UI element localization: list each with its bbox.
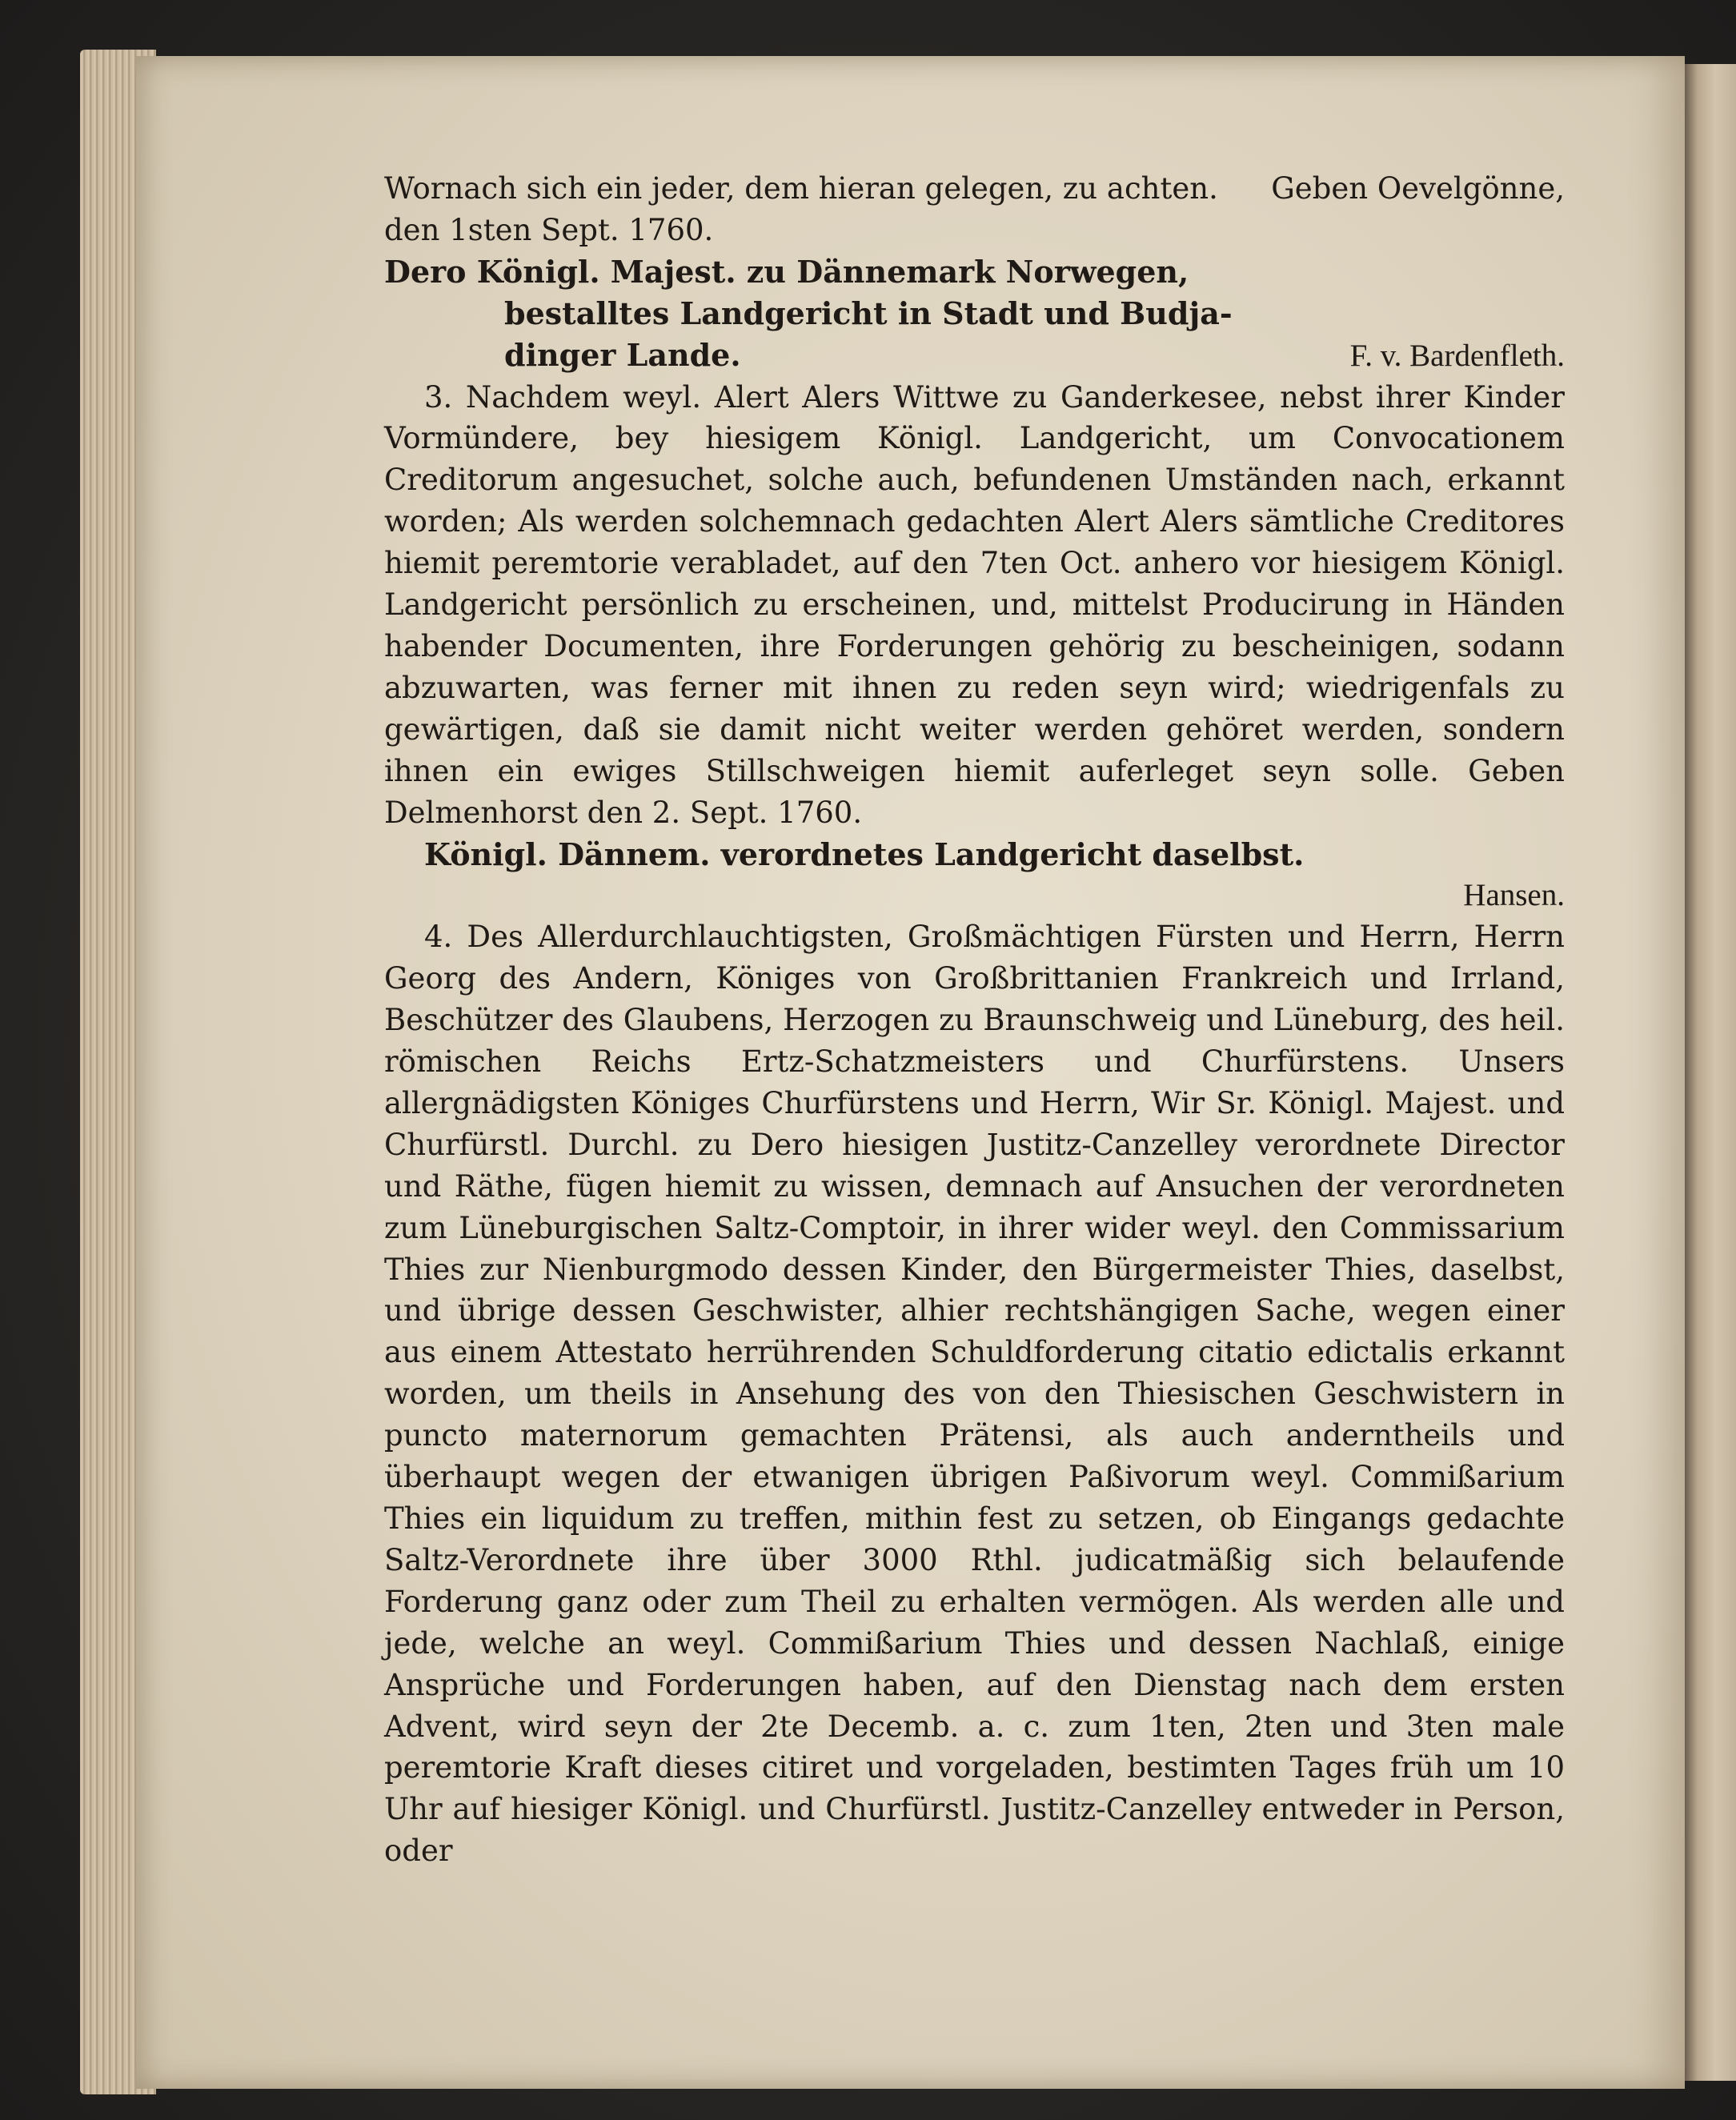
closing-line: Wornach sich ein jeder, dem hieran gelegen, zu achten.	[384, 171, 1218, 206]
notice3-signature: Hansen.	[1463, 878, 1565, 913]
notice3-authority: Königl. Dännem. verordnetes Landgericht daselbst.	[424, 836, 1305, 872]
notice4-paragraph: 4. Des Allerdurchlauchtigsten, Großmächtigen Fürsten und Herrn, Herrn Georg des Andern, Königes von Großbrittanien Frankreich und Irrland, Beschützer des Glaubens, Herzogen zu Braunschweig und Lüneburg, des heil. römischen Reichs Ertz-Schatzmeisters und Churfürstens. Unsers allergnädigsten Königes Churfürstens und Herrn, Wir Sr. Königl. Majest. und Churfürstl. Durchl. zu Dero hiesigen Justitz-Canzelley verordnete Director und Räthe, fügen hiemit zu wissen, demnach auf Ansuchen der verordneten zum Lüneburgischen Saltz-Comptoir, in ihrer wider weyl. den Commissarium Thies zur Nienburgmodo dessen Kinder, den Bürgermeister Thies, daselbst, und übrige dessen Geschwister, alhier rechtshängigen Sache, wegen einer aus einem Attestato herrührenden Schuldforderung citatio edictalis erkannt worden, um theils in Ansehung des von den Thiesischen Geschwistern in puncto maternorum gemachten Prätensi, als auch anderntheils und überhaupt wegen der etwanigen übrigen Paßivorum weyl. Commißarium Thies ein liquidum zu treffen, mithin fest zu setzen, ob Eingangs gedachte Saltz-Verordnete ihre über 3000 Rthl. judicatmäßig sich belaufende Forderung ganz oder zum Theil zu erhalten vermögen. Als werden alle und jede, welche an weyl. Commißarium Thies und dessen Nachlaß, einige Ansprüche und Forderungen haben, auf den Dienstag nach dem ersten Advent, wird seyn der 2te Decemb. a. c. zum 1ten, 2ten und 3ten male peremtorie Kraft dieses citiret und vorgeladen, bestimten Tages früh um 10 Uhr auf hiesiger Königl. und Churfürstl. Justitz-Canzelley entweder in Person, oder	[384, 920, 1565, 1869]
notice2-signature: F. v. Bardenfleth.	[1349, 338, 1565, 373]
page-text	[384, 168, 1565, 1872]
authority-line-1: Dero Königl. Majest. zu Dännemark Norwegen,	[384, 253, 1189, 290]
next-page-edge	[1685, 64, 1736, 2081]
given-place: Geben Oevelgönne,	[1271, 171, 1565, 206]
authority-line-3: dinger Lande.	[504, 336, 741, 373]
closing-line-row	[384, 168, 1565, 210]
authority-line-3-row	[384, 335, 1565, 377]
notice3-paragraph: 3. Nachdem weyl. Alert Alers Wittwe zu Ganderkesee, nebst ihrer Kinder Vormündere, bey hiesigem Königl. Landgericht, um Convocationem Creditorum angesuchet, solche auch, befundenen Umständen nach, erkannt worden; Als werden solchemnach gedachten Alert Alers sämtliche Creditores hiemit peremtorie verabladet, auf den 7ten Oct. anhero vor hiesigem Königl. Landgericht persönlich zu erscheinen, und, mittelst Producirung in Händen habender Documenten, ihre Forderungen gehörig zu bescheinigen, sodann abzuwarten, was ferner mit ihnen zu reden seyn wird; wiedrigenfals zu gewärtigen, daß sie damit nicht weiter werden gehöret werden, sondern ihnen ein ewiges Stillschweigen hiemit auferleget seyn solle. Geben Delmenhorst den 2. Sept. 1760.	[384, 379, 1565, 830]
notice2-authority	[384, 251, 1565, 377]
notice2-date: den 1sten Sept. 1760.	[384, 212, 714, 247]
authority-line-2: bestalltes Landgericht in Stadt und Budja-	[504, 295, 1233, 331]
